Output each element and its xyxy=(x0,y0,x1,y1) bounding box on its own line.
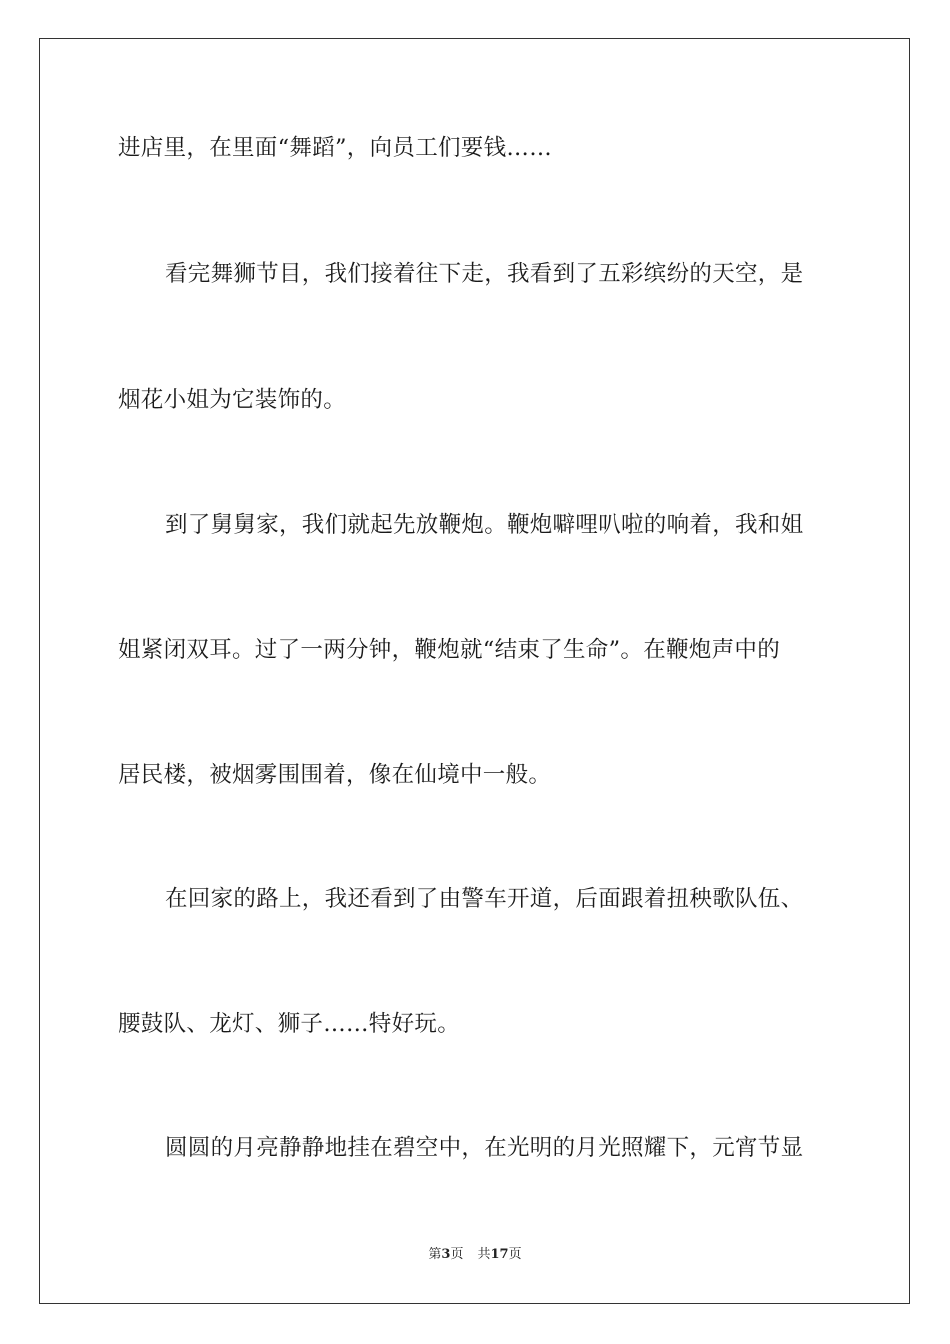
page-footer xyxy=(0,1246,950,1264)
body-text-line: 在回家的路上，我还看到了由警车开道，后面跟着扭秧歌队伍、 xyxy=(165,886,804,912)
body-text-line: 居民楼，被烟雾围围着，像在仙境中一般。 xyxy=(118,762,552,788)
body-text-line: 圆圆的月亮静静地挂在碧空中，在光明的月光照耀下，元宵节显 xyxy=(165,1135,804,1161)
body-text-line: 进店里，在里面“舞蹈”，向员工们要钱…… xyxy=(118,135,553,161)
page-total: 共17页 xyxy=(477,1247,522,1262)
body-text-line: 烟花小姐为它装饰的。 xyxy=(118,387,347,413)
body-text-line: 姐紧闭双耳。过了一两分钟，鞭炮就“结束了生命”。在鞭炮声中的 xyxy=(118,637,781,663)
body-text-line: 腰鼓队、龙灯、狮子……特好玩。 xyxy=(118,1011,461,1037)
page-border xyxy=(39,38,910,1304)
body-text-line: 看完舞狮节目，我们接着往下走，我看到了五彩缤纷的天空，是 xyxy=(165,261,804,287)
page-number: 第3页 xyxy=(428,1247,464,1262)
body-text-line: 到了舅舅家，我们就起先放鞭炮。鞭炮噼哩叭啦的响着，我和姐 xyxy=(165,512,804,538)
